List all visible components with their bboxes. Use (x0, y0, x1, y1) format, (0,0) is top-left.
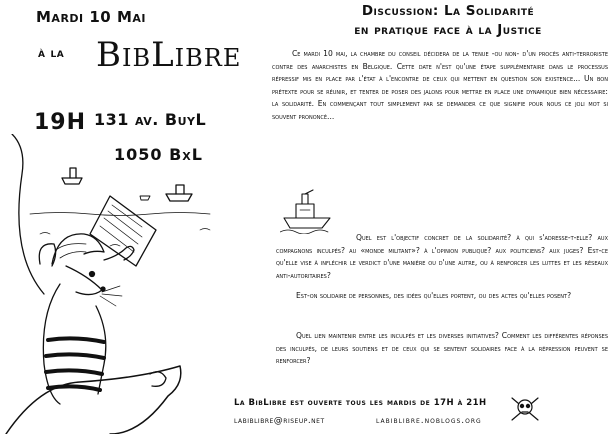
boat-sketch (280, 188, 340, 234)
intro-paragraph: Ce mardi 10 mai, la chambre du conseil décidera de la tenue -ou non- d'un procès anti-terroriste contre des anarchistes en Belgique. Cette date n'est qu'une étape supplémentaire dans le processus répressif mis en place par l'état à l'encontre de ceux qui mettent en question son existence... Un bon prétexte pour se réunir, et tenter de poser des jalons pour mettre en place une dynamique bien nécessaire: la solidarité. En commençant tout simplement par se demander ce que signifie pour nous ce joli mot si souvent prononcé... (272, 49, 608, 121)
discussion-subtitle: en pratique face à la Justice (354, 22, 542, 38)
website-address: labiblibre.noblogs.org (376, 416, 482, 426)
question-paragraph-2: Est-on solidaire de personnes, des idées qu'elles portent, ou des actes qu'elles posent? (296, 291, 572, 300)
event-time: 19H (34, 110, 87, 135)
city-address: 1050 BxL (114, 145, 203, 164)
skull-crossbones-icon (510, 396, 540, 422)
street-address: 131 av. BuyL (94, 110, 207, 129)
opening-hours: La BibLibre est ouverte tous les mardis de 17H à 21H (234, 398, 487, 408)
question-paragraph-3: Quel lien maintenir entre les inculpés et les diverses initiatives? Comment les différentes réponses des inculpés, de leurs soutiens et de ceux qui se sentent solidaires face à la répression peuvent se renforcer? (276, 331, 608, 366)
at-the-label: à la (38, 46, 65, 61)
discussion-title: Discussion: La Solidarité (361, 3, 535, 19)
rat-illustration (0, 134, 270, 434)
email-address: labiblibre@riseup.net (234, 416, 325, 426)
event-date: Mardi 10 Mai (36, 8, 146, 26)
venue-name: BibLibre (96, 35, 242, 75)
question-paragraph-1: Quel est l'objectif concret de la solidarité? à qui s'adresse-t-elle? aux compagnons inculpés? au «monde militant»? à l'opinion publique? aux politiciens? aux juges? Est-ce qu'elle vise à infléchir le verdict d'une manière ou d'une autre, ou à renforcer les luttes et les réseaux anti-autoritaires? (276, 233, 608, 280)
